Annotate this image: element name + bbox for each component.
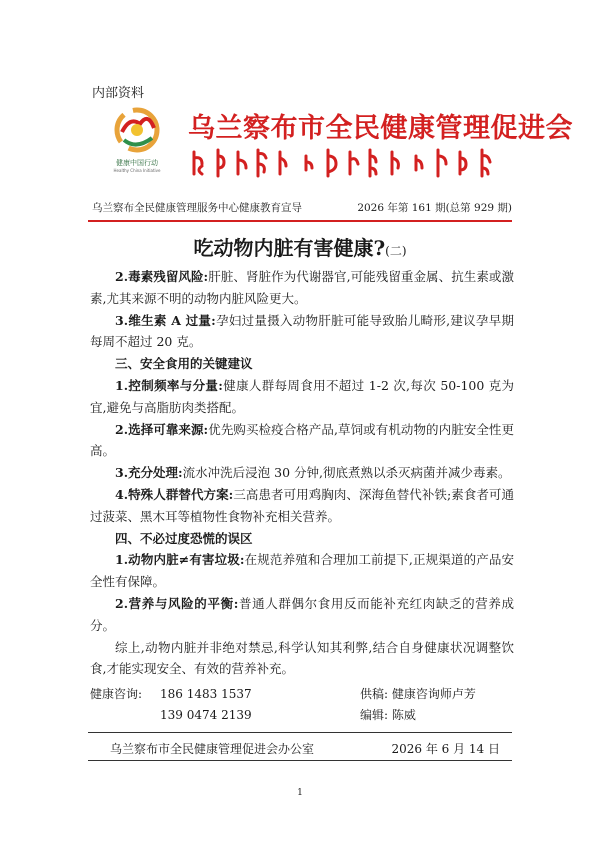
page-number: 1 bbox=[297, 788, 303, 798]
contact-phone-2: 139 0474 2139 bbox=[160, 707, 252, 722]
issue-publisher: 乌兰察布全民健康管理服务中心健康教育宣导 bbox=[92, 202, 302, 214]
footer-date: 2026 年 6 月 14 日 bbox=[391, 742, 500, 756]
footer-divider-bottom bbox=[88, 760, 512, 761]
section-heading: 四、不必过度恐慌的误区 bbox=[115, 530, 253, 546]
mongolian-script-icon bbox=[188, 144, 508, 180]
paragraph: 2.营养与风险的平衡:普通人群偶尔食用反而能补充红肉缺乏的营养成分。 bbox=[90, 595, 514, 633]
paragraph: 2.毒素残留风险:肝脏、肾脏作为代谢器官,可能残留重金属、抗生素或激素,尤其来源不明的动物内脏风险更大。 bbox=[90, 269, 514, 306]
contact-label: 健康咨询: bbox=[90, 687, 143, 701]
header-divider bbox=[88, 220, 512, 222]
footer-divider-top bbox=[88, 732, 512, 733]
footer bbox=[110, 740, 500, 757]
article-title-suffix: (二) bbox=[385, 244, 407, 258]
logo-text: 健康中国行动 bbox=[116, 159, 158, 167]
editor-label: 编辑: bbox=[360, 707, 389, 722]
conclusion: 综上,动物内脏并非绝对禁忌,科学认知其利弊,结合自身健康状况调整饮食,才能实现安全、有效的营养补充。 bbox=[90, 639, 514, 677]
provider-name: 健康咨询师卢芳 bbox=[391, 687, 476, 701]
org-title: 乌兰察布市全民健康管理促进会 bbox=[188, 113, 573, 144]
paragraph: 1.动物内脏≠有害垃圾:在规范养殖和合理加工前提下,正规渠道的产品安全性有保障。 bbox=[90, 552, 514, 590]
paragraph: 3.充分处理:流水冲洗后浸泡 30 分钟,彻底煮熟以杀灭病菌并减少毒素。 bbox=[115, 465, 511, 481]
contact-phone-1: 186 1483 1537 bbox=[160, 687, 252, 701]
section-heading: 三、安全食用的关键建议 bbox=[115, 356, 253, 372]
internal-label: 内部资料 bbox=[92, 86, 145, 101]
paragraph: 3.维生素 A 过量:孕妇过量摄入动物肝脏可能导致胎儿畸形,建议孕早期每周不超过 20 克。 bbox=[90, 312, 514, 350]
paragraph: 4.特殊人群替代方案:三高患者可用鸡胸肉、深海鱼替代补铁;素食者可通过菠菜、黑木耳等植物性食物补充相关营养。 bbox=[90, 486, 514, 524]
issue-subline bbox=[92, 200, 512, 215]
issue-number: 2026 年第 161 期(总第 929 期) bbox=[357, 202, 512, 214]
provider-label: 供稿: bbox=[360, 687, 389, 701]
article-title: 吃动物内脏有害健康?(二) bbox=[193, 236, 407, 260]
footer-office: 乌兰察布市全民健康管理促进会办公室 bbox=[110, 742, 315, 756]
paragraph: 1.控制频率与分量:健康人群每周食用不超过 1-2 次,每次 50-100 克为宜,避免与高脂肪肉类搭配。 bbox=[90, 377, 514, 415]
logo-subtext: Healthy China Initiative bbox=[113, 168, 161, 173]
article-body bbox=[90, 266, 514, 680]
paragraph: 2.选择可靠来源:优先购买检疫合格产品,草饲或有机动物的内脏安全性更高。 bbox=[90, 421, 514, 459]
editor-name: 陈威 bbox=[391, 707, 416, 722]
contact-block bbox=[90, 684, 514, 725]
